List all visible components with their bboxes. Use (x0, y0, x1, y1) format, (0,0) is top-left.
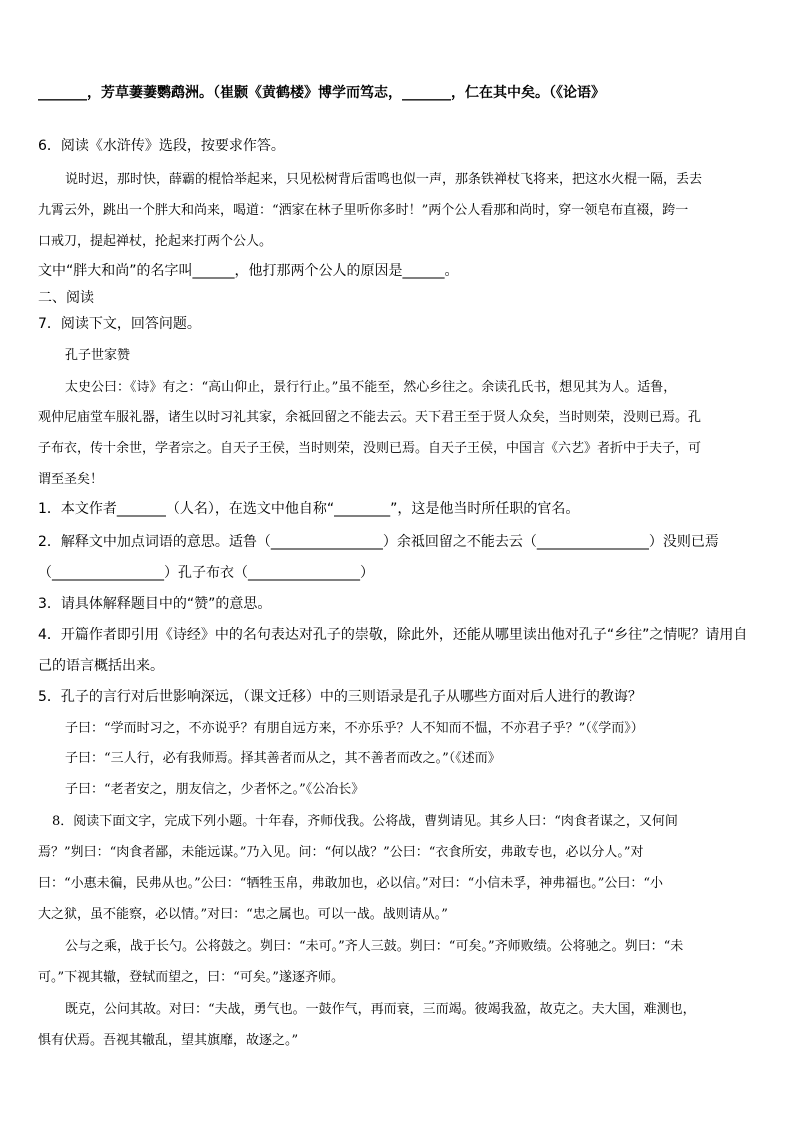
passage-line: 可。”下视其辙，登轼而望之，曰：“可矣。”遂逐齐师。 (38, 970, 344, 985)
quote-line: 子曰：“三人行，必有我师焉。择其善者而从之，其不善者而改之。”（《述而》 (65, 751, 501, 766)
passage-line: 九霄云外，跳出一个胖大和尚来，喝道：“洒家在林子里听你多时！”两个公人看那和尚时，穿一领皂布直裰，跨一 (38, 203, 689, 218)
question-7-1: 1．本文作者_______（人名），在选文中他自称“________”，这是他当时所任职的官名。 (38, 501, 580, 517)
passage-line: 太史公曰：《诗》有之：“高山仰止，景行行止。”虽不能至，然心乡往之。余读孔氏书，想见其为人。适鲁， (65, 380, 677, 395)
poetry-fill-line: _______，芳草萋萋鹦鹉洲。（崔颢《黄鹤楼》博学而笃志，_______，仁在其中矣。（《论语》 (38, 85, 605, 101)
passage-line: 曰：“小惠未徧，民弗从也。”公曰：“牺牲玉帛，弗敢加也，必以信。”对曰：“小信未孚，神弗福也。”公曰：“小 (38, 876, 664, 891)
question-7-2: 2．解释文中加点词语的意思。适鲁（________________）余祗回留之不能去云（________________）没则已焉 (38, 534, 719, 550)
passage-line: 谓至圣矣！ (38, 472, 104, 487)
question-8-title: 8．阅读下面文字，完成下列小题。十年春，齐师伐我。公将战，曹刿请见。其乡人曰：“肉食者谋之，又何间 (52, 814, 678, 829)
passage-line: 口戒刀，提起禅杖，抡起来打两个公人。 (38, 234, 273, 249)
passage-line: 焉？”刿曰：“肉食者鄙，未能远谋。”乃入见。问：“何以战？”公曰：“衣食所安，弗敢专也，必以分人。”对 (38, 845, 644, 860)
question-6-title: 6．阅读《水浒传》选段，按要求作答。 (38, 138, 285, 154)
question-6-prompt: 文中“胖大和尚”的名字叫______，他打那两个公人的原因是______。 (38, 263, 459, 279)
passage-line: 既克，公问其故。对曰：“夫战，勇气也。一鼓作气，再而衰，三而竭。彼竭我盈，故克之。夫大国，难测也， (65, 1002, 696, 1017)
quote-line: 子曰：“老者安之，朋友信之，少者怀之。”《公冶长》 (65, 782, 365, 797)
passage-line: 说时迟，那时快，薛霸的棍恰举起来，只见松树背后雷鸣也似一声，那条铁禅杖飞将来，把这水火棍一隔，丢去 (65, 172, 703, 187)
quote-line: 子曰：“学而时习之，不亦说乎？有朋自远方来，不亦乐乎？人不知而不愠，不亦君子乎？”（《学而》） (65, 721, 644, 736)
passage-title: 孔子世家赞 (65, 348, 131, 363)
section-heading: 二、阅读 (38, 290, 94, 306)
passage-line: 观仲尼庙堂车服礼器，诸生以时习礼其家，余祗回留之不能去云。天下君王至于贤人众矣，当时则荣，没则已焉。孔 (38, 410, 702, 425)
passage-line: 公与之乘，战于长勺。公将鼓之。刿曰：“未可。”齐人三鼓。刿曰：“可矣。”齐师败绩。公将驰之。刿曰：“未 (65, 939, 684, 954)
passage-line: 大之狱，虽不能察，必以情。”对曰：“忠之属也。可以一战。战则请从。” (38, 907, 448, 922)
question-7-4-cont: 己的语言概括出来。 (38, 658, 164, 674)
passage-line: 子布衣，传十余世，学者宗之。自天子王侯，当时则荣，没则已焉。自天子王侯，中国言《六艺》者折中于夫子，可 (38, 441, 702, 456)
question-7-title: 7．阅读下文，回答问题。 (38, 316, 201, 332)
question-7-2-cont: （________________）孔子布衣（________________） (38, 565, 374, 581)
question-7-5: 5．孔子的言行对后世影响深远，（课文迁移）中的三则语录是孔子从哪些方面对后人进行的教诲？ (38, 689, 642, 705)
passage-line: 惧有伏焉。吾视其辙乱，望其旗靡，故逐之。” (38, 1033, 299, 1048)
question-7-3: 3．请具体解释题目中的“赞”的意思。 (38, 596, 272, 612)
question-7-4: 4．开篇作者即引用《诗经》中的名句表达对孔子的崇敬，除此外，还能从哪里读出他对孔子“乡往”之情呢？请用自 (38, 627, 748, 643)
